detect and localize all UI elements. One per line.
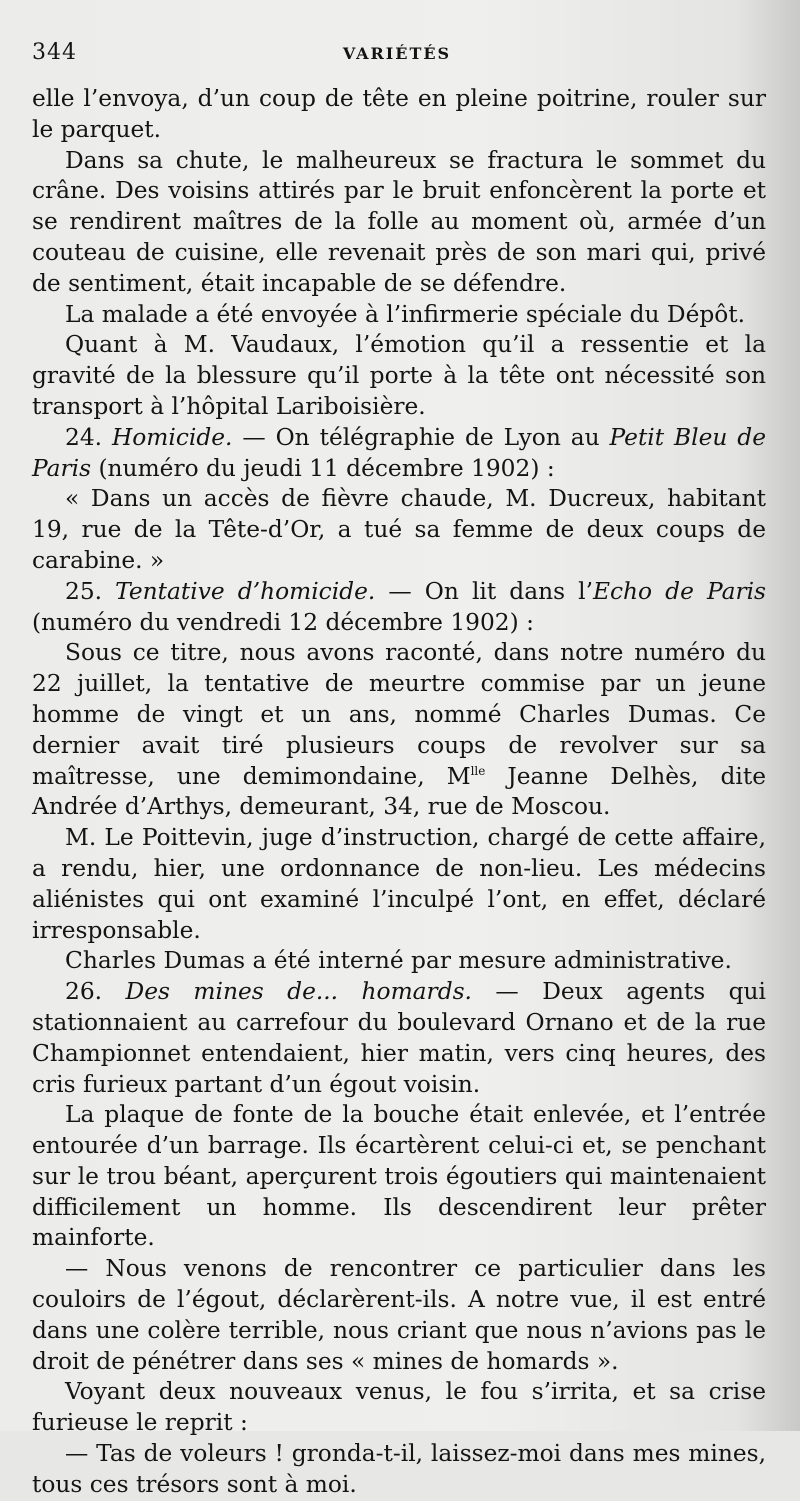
entry-title: Des mines de... homards.	[125, 978, 472, 1006]
newspaper-name: Petit Bleu de Paris	[32, 423, 766, 482]
entry-26: 26. Des mines de... homards. — Deux agents qui stationnaient au carrefour du boulevard Ornano et de la rue Championnet entendaient, hier matin, vers cinq heures, des cris furieux partant d’un égout voisin.	[32, 978, 767, 1098]
entry-title: Homicide.	[111, 423, 233, 451]
dialogue: — Tas de voleurs ! gronda-t-il, laissez-moi dans mes mines, tous ces trésors sont à moi.	[32, 1440, 766, 1498]
paragraph: Sous ce titre, nous avons raconté, dans notre numéro du 22 juillet, la tentative de meurtre commise par un jeune homme de vingt et un ans, nommé Charles Dumas. Ce dernier avait tiré plusieurs coups de revolver sur sa maîtresse, une demimondaine, $M^{lle}$ Jeanne Delhès, dite Andrée d’Arthys, demeurant, 34, rue de Moscou.	[32, 639, 767, 821]
running-title: VARIÉTÉS	[342, 44, 452, 63]
paragraph: elle l’envoya, d’un coup de tête en pleine poitrine, rouler sur le parquet.	[32, 85, 766, 143]
paragraph: Voyant deux nouveaux venus, le fou s’irrita, et sa crise furieuse le reprit :	[32, 1378, 766, 1437]
dialogue: — Nous venons de rencontrer ce particulier dans les couloirs de l’égout, déclarèrent-ils. A notre vue, il est entré dans une colère terrible, nous criant que nous n’avions pas le droit de pénétrer dans ses « mines de homards ».	[32, 1255, 766, 1375]
page-number: 344	[32, 40, 77, 65]
paragraph: Dans sa chute, le malheureux se fractura le sommet du crâne. Des voisins attirés par le bruit enfoncèrent la porte et se rendirent maîtres de la folle au moment où, armée d’un couteau de cuisine, elle revenait près de son mari qui, privé de sentiment, était incapable de se défendre.	[32, 146, 766, 297]
newspaper-name: Echo de Paris	[593, 577, 767, 605]
entry-title: Tentative d’homicide.	[115, 577, 376, 605]
paragraph: La malade a été envoyée à l’infirmerie spéciale du Dépôt.	[65, 300, 746, 328]
entry-number: 26.	[65, 978, 103, 1006]
paragraph: La plaque de fonte de la bouche était enlevée, et l’entrée entourée d’un barrage. Ils écartèrent celui-ci et, se penchant sur le trou béant, aperçurent trois égoutiers qui maintenaient difficilement un homme. Ils descendirent leur prêter mainforte.	[32, 1101, 766, 1252]
entry-number: 25.	[65, 577, 103, 605]
paragraph: Quant à M. Vaudaux, l’émotion qu’il a ressentie et la gravité de la blessure qu’il porte à la tête ont nécessité son transport à l’hôpital Lariboisière.	[32, 331, 766, 420]
running-head	[32, 40, 762, 70]
paragraph: M. Le Poittevin, juge d’instruction, chargé de cette affaire, a rendu, hier, une ordonnance de non-lieu. Les médecins aliénistes qui ont examiné l’inculpé l’ont, en effet, déclaré irresponsable.	[32, 824, 766, 944]
paragraph: Charles Dumas a été interné par mesure administrative.	[65, 947, 732, 975]
entry-24: 24. Homicide. — On télégraphie de Lyon au Petit Bleu de Paris (numéro du jeudi 11 décembre 1902) :	[32, 423, 766, 482]
entry-number: 24.	[65, 423, 103, 451]
quotation: « Dans un accès de fièvre chaude, M. Ducreux, habitant 19, rue de la Tête-d’Or, a tué sa femme de deux coups de carabine. »	[32, 485, 766, 574]
body-text	[32, 84, 766, 1501]
entry-25: 25. Tentative d’homicide. — On lit dans l’Echo de Paris (numéro du vendredi 12 décembre 1902) :	[32, 577, 767, 636]
